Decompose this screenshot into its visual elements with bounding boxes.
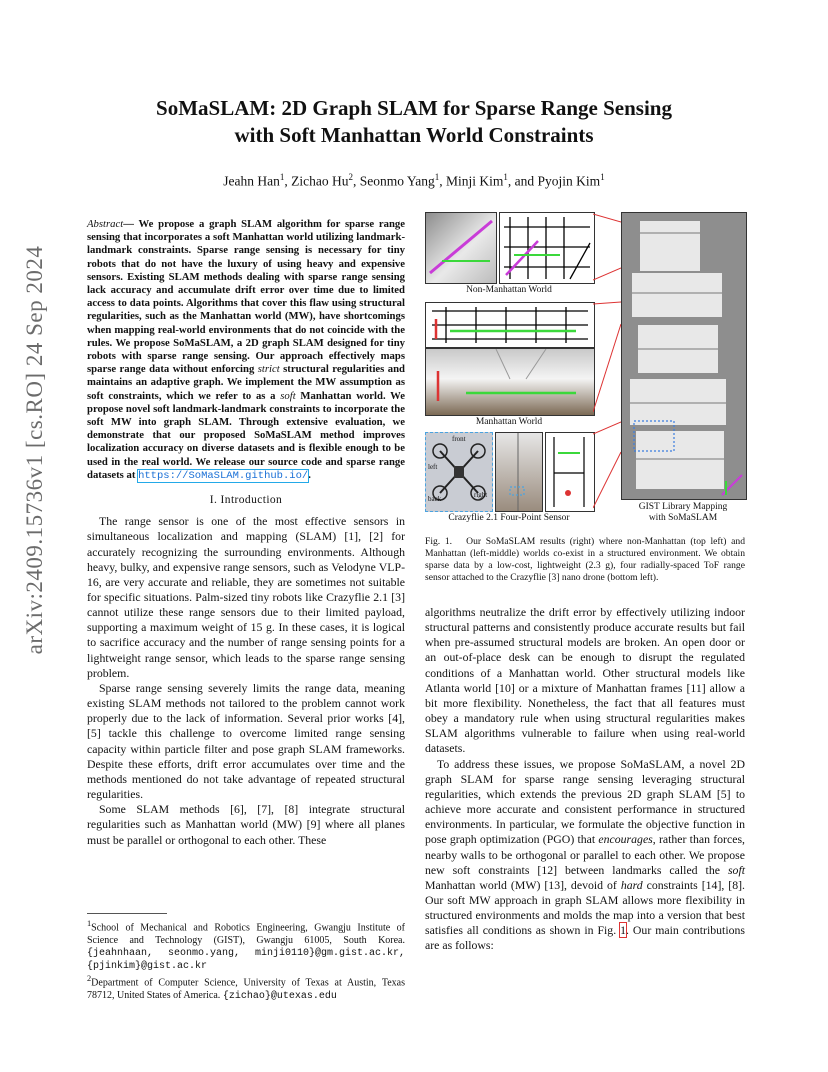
back-label: back <box>428 495 442 503</box>
paragraph: To address these issues, we propose SoMaSLAM, a novel 2D graph SLAM for sparse range sensing leveraging structural regularities, which extends the previous 2D graph SLAM [5] to achieve more accurate and consistent performance in structured environments. In particular, we formulate the objective function in pose graph optimization (PGO) that encourages, rather than forces, nearby walls to be orthogonal or parallel to each other. We propose new soft constraints [12] between landmarks called the soft Manhattan world (MW) [13], devoid of hard constraints [14], [8]. Our soft MW approach in graph SLAM allows more flexibility in structured environments and molds the map into a version that best satisfies all conditions as shown in Fig. 1. Our main contributions are as follows: <box>425 756 745 953</box>
author-affil: 1 <box>600 172 605 182</box>
paragraph: algorithms neutralize the drift error by effectively utilizing indoor structural patterns and consistently produce accurate results but fail when pre-assumed structural models are broken. An open door or an out-of-place desk can be enough to disrupt the regulated conditions of a Manhattan world. Other structural models like Atlanta world [10] or a mixture of Manhattan frames [11] allow a bit more flexibility. Nonetheless, the fact that all features must obey a mandatory rule when using structural regularities makes SLAM algorithms vulnerable to failure when using real-world datasets. <box>425 605 745 756</box>
grid-map-icon <box>426 303 594 347</box>
author-affil: 1 <box>279 172 285 182</box>
gist-label: GIST Library Mapping with SoMaSLAM <box>638 502 728 523</box>
caption-label: Fig. 1. <box>425 536 453 547</box>
figure-caption <box>425 536 745 584</box>
author-affil: 1 <box>503 172 508 182</box>
sparse-points-icon <box>546 433 594 511</box>
footnote-rule <box>87 913 167 914</box>
section-heading: I. Introduction <box>209 494 283 507</box>
right-label: right <box>474 491 488 499</box>
author-name: Pyojin Kim <box>537 173 601 189</box>
slam-map-icon <box>622 213 746 499</box>
paragraph: The range sensor is one of the most effective sensors in simultaneous localization and mapping (SLAM) [1], [2] for accurately recognizing the surrounding environments. Although heavy, bulky, and expensive range sensors, such as Velodyne VLP-16, are very accurate and reliable, they are sometimes not suitable for specific situations. Palm-sized tiny robots like Crazyflie 2.1 [3] cannot utilize these range sensors due to their limited payload, supporting a maximum weight of 15 g. In these cases, it is logical to sacrifice accuracy and the number of range sensing points for a lightweight range sensor, which leads to the sparse range sensing problem. <box>87 514 405 680</box>
map-lines-icon <box>500 213 594 283</box>
abstract-label: Abstract <box>87 218 124 230</box>
paper-title <box>90 95 738 149</box>
author-affil: 1 <box>434 172 440 182</box>
manhattan-map <box>425 302 595 348</box>
paragraph: Some SLAM methods [6], [7], [8] integrate structural regularities such as Manhattan world (MW) [9] where all planes must be parallel or orthogonal to each other. These <box>87 802 405 847</box>
author-name: Zichao Hu <box>291 173 349 189</box>
arxiv-identifier: arXiv:2409.15736v1 [cs.RO] 24 Sep 2024 <box>22 245 47 655</box>
non-manhattan-map <box>499 212 595 284</box>
front-label: front <box>452 435 466 443</box>
caption-text: Our SoMaSLAM results (right) where non-Manhattan (top left) and Manhattan (left-middle) worlds co-exist in a structured environment. We obtain sparse data by a low-cost, lightweight (2.3 g), four radially-spaced ToF range sensor attached to the Crazyflie [3] nano drone (bottom left). <box>425 536 745 584</box>
author-name: Seonmo Yang <box>359 173 435 189</box>
non-manhattan-photo <box>425 212 497 284</box>
title-line-1: SoMaSLAM: 2D Graph SLAM for Sparse Range Sensing <box>156 96 672 120</box>
figure-ref-link[interactable]: 1 <box>620 923 626 938</box>
manhattan-photo <box>425 348 595 416</box>
crazyflie-label: Crazyflie 2.1 Four-Point Sensor <box>448 513 570 523</box>
author-list: Jeahn Han$^1$, Zichao Hu$^2$, Seonmo Yang$^1$, Minji Kim$^1$, and Pyojin Kim$^1$ <box>223 172 605 189</box>
left-label: left <box>428 463 438 471</box>
non-manhattan-label: Non-Manhattan World <box>466 285 552 295</box>
photo-overlay-icon <box>426 213 496 283</box>
abstract: Abstract— We propose a graph SLAM algorithm for sparse range sensing that incorporates a soft Manhattan world utilizing landmark-landmark constraints. Sparse range sensing is necessary for tiny robots that do not have the luxury of using heavy and expensive sensors. Existing SLAM methods dealing with sparse range sensing lack accuracy and accumulate drift error over time due to limited access to data points. Algorithms that cover this flaw using structural regularities, such as the Manhattan world (MW), have shortcomings when mapping real-world environments that do not coincide with the rules. We propose SoMaSLAM, a 2D graph SLAM designed for tiny robots with sparse range sensing. Our approach effectively maps sparse range data without enforcing strict structural regularities and maintains an adaptive graph. We implement the MW assumption as soft constraints, which we refer to as a soft Manhattan world. We propose novel soft landmark-landmark constraints to incorporate the soft MW into graph SLAM. Through extensive evaluation, we demonstrate that our proposed SoMaSLAM method improves localization accuracy on diverse datasets and is flexible enough to be used in the real world. We release our source code and sparse range datasets at https://SoMaSLAM.github.io/. <box>87 218 405 482</box>
right-column <box>425 605 745 954</box>
corridor-photo-icon <box>426 349 594 415</box>
footnotes <box>87 918 405 1003</box>
crazyflie-photo <box>425 432 493 512</box>
manhattan-label: Manhattan World <box>475 417 543 427</box>
drone-in-hall-photo <box>495 432 543 512</box>
footnote-1: $^1$School of Mechanical and Robotics Engineering, Gwangju Institute of Science and Technology (GIST), Gwangju 61005, South Korea. {jeahnhaan, seonmo.yang, minji0110}@gm.gist.ac.kr, {pjinkim}@gist.ac.kr <box>87 919 405 972</box>
gist-library-map <box>621 212 747 500</box>
footnote-2: $^2$Department of Computer Science, University of Texas at Austin, Texas 78712, United States of America. {zichao}@utexas.edu <box>87 974 405 1002</box>
paragraph: Sparse range sensing severely limits the range data, meaning existing SLAM methods not tailored to the problem cannot work properly due to the lack of information. Several prior works [4], [5] tackle this challenge to overcome limited range sensing capacity within particle filter and pose graph SLAM frameworks. Despite these efforts, drift error accumulates over time and the methods mentioned do not take advantage of repeated structural regularities. <box>87 680 405 802</box>
project-url-link[interactable]: https://SoMaSLAM.github.io/ <box>138 469 309 482</box>
sparse-map-crop <box>545 432 595 512</box>
author-name: Minji Kim <box>446 173 504 189</box>
title-line-2: with Soft Manhattan World Constraints <box>234 123 594 147</box>
author-name: Jeahn Han <box>223 173 280 189</box>
author-affil: 2 <box>348 172 354 182</box>
figure-1 <box>425 212 745 530</box>
hall-photo-icon <box>496 433 542 511</box>
left-column <box>87 218 405 848</box>
connector-lines-icon <box>593 212 621 512</box>
